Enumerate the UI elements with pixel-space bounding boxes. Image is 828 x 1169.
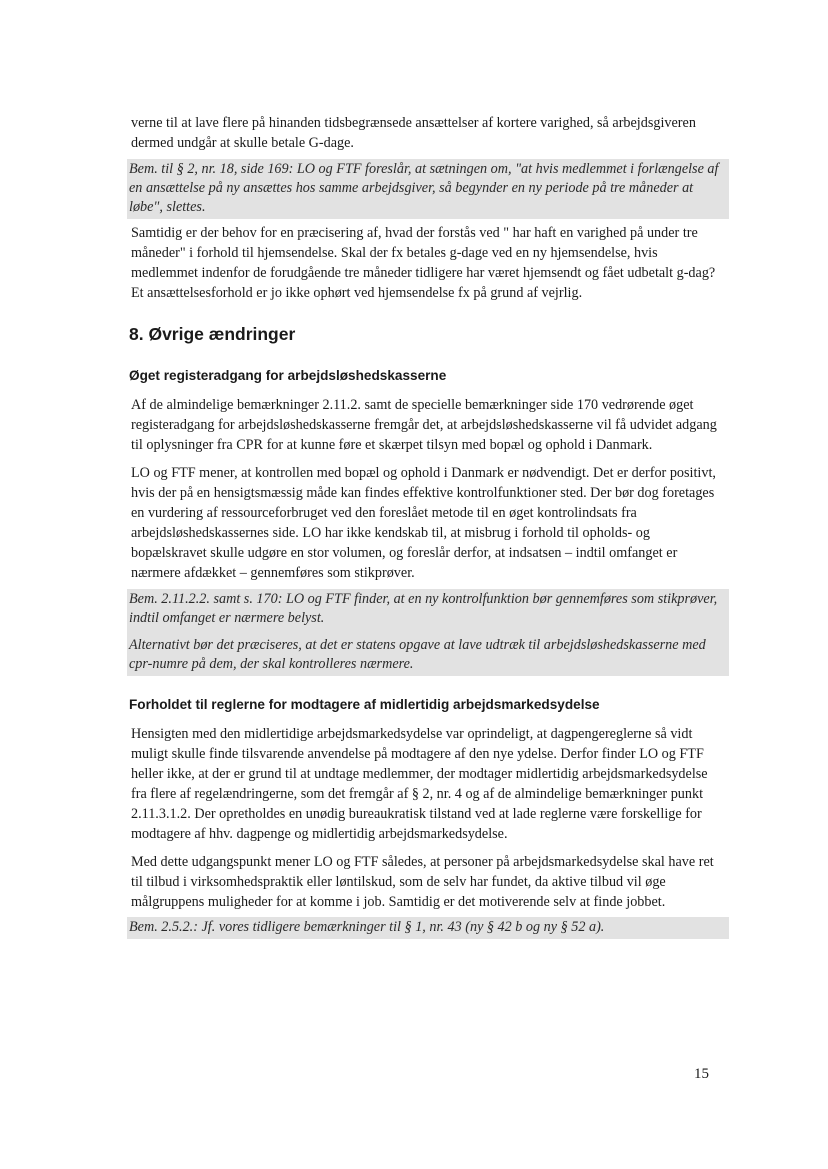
comment-note-2b-text: Alternativt bør det præciseres, at det er statens opgave at lave udtræk til arbejdsløshedskasserne med cpr-numre på dem, der skal kontrolleres nærmere. [129, 637, 706, 672]
comment-note-2 [127, 589, 729, 676]
comment-note-3-text: Bem. 2.5.2.: Jf. vores tidligere bemærkninger til § 1, nr. 43 (ny § 42 b og ny § 52 a). [129, 919, 605, 935]
comment-note-2a-text: Bem. 2.11.2.2. samt s. 170: LO og FTF finder, at en ny kontrolfunktion bør gennemføres som stikprøver, indtil omfanget er nærmere belyst. [129, 591, 718, 626]
paragraph-5: Hensigten med den midlertidige arbejdsmarkedsydelse var oprindeligt, at dagpengereglerne så vidt muligt skulle finde tilsvarende anvendelse på modtagere af den nye ydelse. Derfor finder LO og FTF heller ikke, at der er grund til at undtage medlemmer, der modtager midlertidig arbejdsmarkedsydelse fra flere af regelændringerne, som det fremgår af § 2, nr. 4 og af de almindelige bemærkninger punkt 2.11.3.1.2. Der opretholdes en unødig bureaukratisk tilstand ved at lade reglerne være forskellige for modtagere af hhv. dagpenge og midlertidig arbejdsmarkedsydelse. [131, 726, 708, 842]
paragraph-4: LO og FTF mener, at kontrollen med bopæl og ophold i Danmark er nødvendigt. Det er derfor positivt, hvis der på en hensigtsmæssig måde kan findes effektive kontrolfunktioner sted. Der bør dog foretages en vurdering af ressourceforbruget ved den foreslået metode til en øget kontrolindsats fra arbejdsløshedskassernes side. LO har ikke kendskab til, at misbrug i forhold til opholds- og bopælskravet skulle udgøre en stor volumen, og foreslår derfor, at indsatsen – indtil omfanget er nærmere afdækket – gennemføres som stikprøver. [131, 465, 716, 581]
comment-note-3 [127, 917, 729, 939]
section-heading: 8. Øvrige ændringer [129, 324, 296, 344]
subheading-registeradgang: Øget registeradgang for arbejdsløshedskasserne [129, 368, 447, 383]
comment-note-1-text: Bem. til § 2, nr. 18, side 169: LO og FTF foreslår, at sætningen om, "at hvis medlemmet i forlængelse af en ansættelse på ny ansættes hos samme arbejdsgiver, så begynder en ny periode på tre måneder at løbe", slettes. [129, 161, 719, 215]
page-number: 15 [694, 1066, 709, 1082]
paragraph-2: Samtidig er der behov for en præcisering af, hvad der forstås ved " har haft en varighed på under tre måneder" i forhold til hjemsendelse. Skal der fx betales g-dage ved en ny hjemsendelse, hvis medlemmet indenfor de forudgående tre måneder tidligere har været hjemsendt og fået udbetalt g-dag? Et ansættelsesforhold er jo ikke ophørt ved hjemsendelse fx på grund af vejrlig. [131, 225, 716, 301]
paragraph-6: Med dette udgangspunkt mener LO og FTF således, at personer på arbejdsmarkedsydelse skal have ret til tilbud i virksomhedspraktik eller løntilskud, som de selv har fundet, da aktive tilbud vil øge målgruppens muligheder for at komme i job. Samtidig er det motiverende selv at finde jobbet. [131, 854, 714, 910]
intro-paragraph: verne til at lave flere på hinanden tidsbegrænsede ansættelser af kortere varighed, så arbejdsgiveren dermed undgår at skulle betale G-dage. [131, 115, 696, 151]
comment-note-1 [127, 159, 729, 219]
subheading-midlertidig-ydelse: Forholdet til reglerne for modtagere af midlertidig arbejdsmarkedsydelse [129, 697, 600, 712]
document-body [131, 113, 717, 943]
paragraph-3: Af de almindelige bemærkninger 2.11.2. samt de specielle bemærkninger side 170 vedrørende øget registeradgang for arbejdsløshedskasserne fremgår det, at arbejdsløshedskasserne vil få udvidet adgang til oplysninger fra CPR for at kunne føre et skærpet tilsyn med bopæl og ophold i Danmark. [131, 397, 717, 453]
